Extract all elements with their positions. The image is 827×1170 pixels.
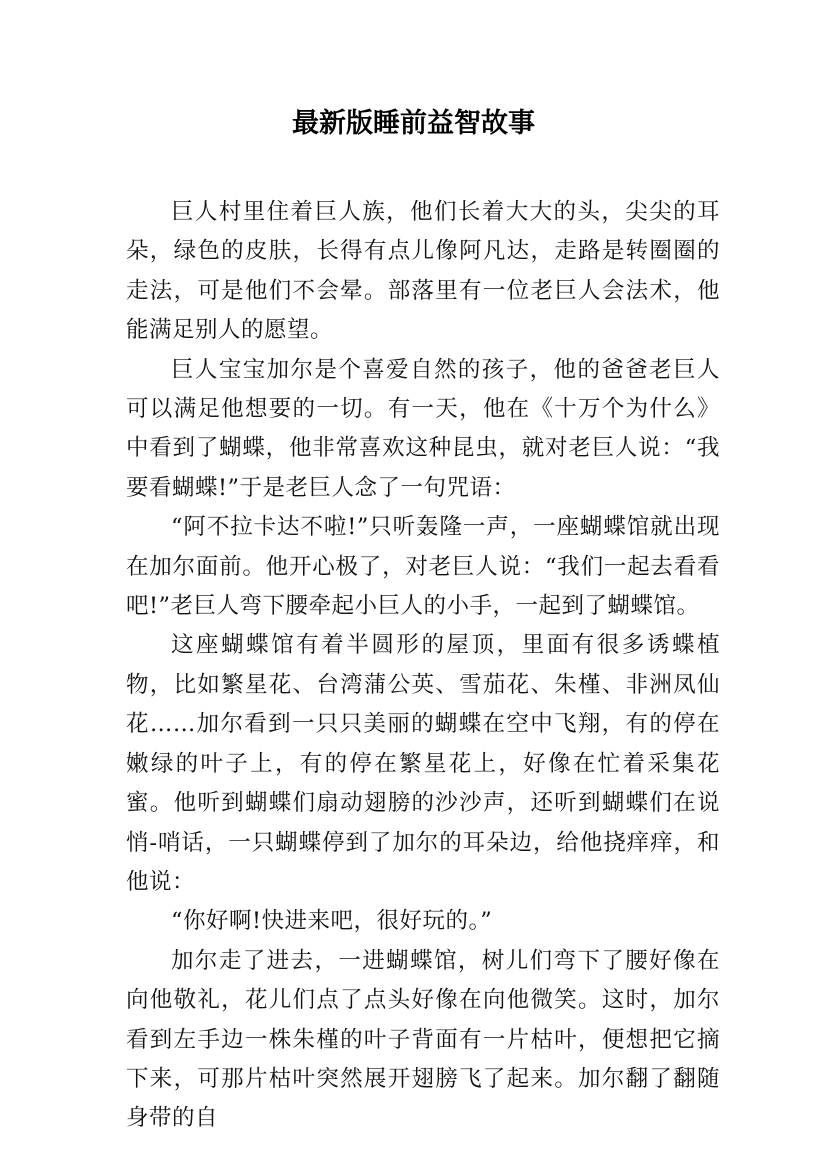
paragraph: “你好啊!快进来吧，很好玩的。” (171, 908, 493, 935)
paragraph: 加尔走了进去，一进蝴蝶馆，树儿们弯下了腰好像在向他敬礼，花儿们点了点头好像在向他微笑。这时，加尔看到左手边一株朱槿的叶子背面有一片枯叶，便想把它摘下来，可那片枯叶突然展开翅膀飞了起来。加尔翻了翻随身带的自 (126, 947, 720, 1132)
paragraph: 这座蝴蝶馆有着半圆形的屋顶，里面有很多诱蝶植物，比如繁星花、台湾蒲公英、雪茄花、朱槿、非洲凤仙花……加尔看到一只只美丽的蝴蝶在空中飞翔，有的停在嫩绿的叶子上，有的停在繁星花上，好像在忙着采集花蜜。他听到蝴蝶们扇动翅膀的沙沙声，还听到蝴蝶们在说悄-哨话，一只蝴蝶停到了加尔的耳朵边，给他挠痒痒，和他说： (126, 632, 720, 895)
document-title: 最新版睡前益智故事 (292, 108, 535, 139)
paragraph: 巨人村里住着巨人族，他们长着大大的头，尖尖的耳朵，绿色的皮肤，长得有点儿像阿凡达，走路是转圈圈的走法，可是他们不会晕。部落里有一位老巨人会法术，他能满足别人的愿望。 (126, 199, 720, 344)
paragraph: 巨人宝宝加尔是个喜爱自然的孩子，他的爸爸老巨人可以满足他想要的一切。有一天，他在《十万个为什么》中看到了蝴蝶，他非常喜欢这种昆虫，就对老巨人说：“我要看蝴蝶!”于是老巨人念了一句咒语： (126, 356, 720, 501)
paragraph: “阿不拉卡达不啦!”只听轰隆一声，一座蝴蝶馆就出现在加尔面前。他开心极了，对老巨人说：“我们一起去看看吧!”老巨人弯下腰牵起小巨人的小手，一起到了蝴蝶馆。 (126, 514, 720, 620)
document-body (126, 193, 720, 1139)
